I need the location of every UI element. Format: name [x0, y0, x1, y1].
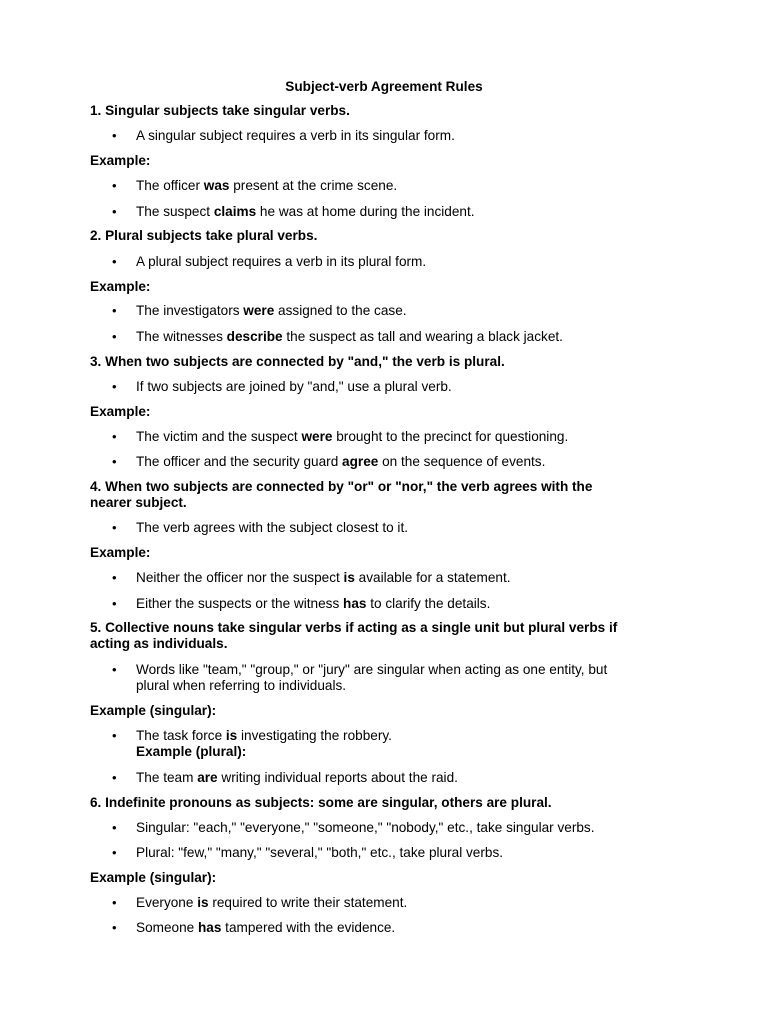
rule-5-example-singular-label: Example (singular): — [90, 703, 217, 718]
bullet-icon: • — [112, 845, 117, 860]
bullet-icon: • — [112, 128, 117, 143]
bullet-icon: • — [112, 520, 117, 535]
bullet-icon: • — [112, 895, 117, 910]
rule-1-example-label: Example: — [90, 153, 151, 168]
rule-4-description: • The verb agrees with the subject closest to it. — [112, 520, 409, 535]
bullet-icon: • — [112, 728, 117, 743]
bullet-icon: • — [112, 662, 117, 677]
rule-5-description: • Words like "team," "group," or "jury" are singular when acting as one entity, but plural when referring to individuals. — [112, 662, 608, 693]
rule-4-example-2: • Either the suspects or the witness has to clarify the details. — [112, 596, 491, 611]
bullet-icon: • — [112, 429, 117, 444]
bullet-icon: • — [112, 596, 117, 611]
rule-1-example-1: • The officer was present at the crime scene. — [112, 178, 398, 193]
rule-3-example-2: • The officer and the security guard agree on the sequence of events. — [112, 454, 546, 469]
rule-6-example-1: • Everyone is required to write their statement. — [112, 895, 408, 910]
rule-5-heading: 5. Collective nouns take singular verbs if acting as a single unit but plural verbs if acting as individuals. — [90, 620, 618, 651]
bullet-icon: • — [112, 920, 117, 935]
bullet-icon: • — [112, 570, 117, 585]
rule-2-example-label: Example: — [90, 279, 151, 294]
bullet-icon: • — [112, 204, 117, 219]
rule-4-heading: 4. When two subjects are connected by "or" or "nor," the verb agrees with the nearer subject. — [90, 479, 593, 510]
rule-3-example-label: Example: — [90, 404, 151, 419]
rule-2-description: • A plural subject requires a verb in its plural form. — [112, 254, 427, 269]
bullet-icon: • — [112, 303, 117, 318]
bullet-icon: • — [112, 254, 117, 269]
rule-3-description: • If two subjects are joined by "and," use a plural verb. — [112, 379, 452, 394]
rule-2-example-2: • The witnesses describe the suspect as tall and wearing a black jacket. — [112, 329, 563, 344]
rule-6-singular: • Singular: "each," "everyone," "someone," "nobody," etc., take singular verbs. — [112, 820, 595, 835]
rule-6-plural: • Plural: "few," "many," "several," "both," etc., take plural verbs. — [112, 845, 504, 860]
rule-6-example-singular-label: Example (singular): — [90, 870, 217, 885]
rule-4-example-1: • Neither the officer nor the suspect is available for a statement. — [112, 570, 511, 585]
rule-6-heading: 6. Indefinite pronouns as subjects: some are singular, others are plural. — [90, 795, 552, 810]
rule-3-heading: 3. When two subjects are connected by "and," the verb is plural. — [90, 354, 505, 369]
rule-5-example-1: • The task force is investigating the robbery. Example (plural): — [112, 728, 672, 760]
rule-4-example-label: Example: — [90, 545, 151, 560]
rule-5-example-2: • The team are writing individual reports about the raid. — [112, 770, 458, 785]
bullet-icon: • — [112, 820, 117, 835]
rule-1-heading: 1. Singular subjects take singular verbs. — [90, 103, 350, 118]
rule-6-example-2: • Someone has tampered with the evidence. — [112, 920, 396, 935]
bullet-icon: • — [112, 379, 117, 394]
rule-3-example-1: • The victim and the suspect were brought to the precinct for questioning. — [112, 429, 569, 444]
rule-2-example-1: • The investigators were assigned to the case. — [112, 303, 407, 318]
rule-1-description: • A singular subject requires a verb in its singular form. — [112, 128, 455, 143]
bullet-icon: • — [112, 178, 117, 193]
rule-5-example-plural-label: Example (plural): — [136, 744, 247, 759]
bullet-icon: • — [112, 329, 117, 344]
document-title: Subject-verb Agreement Rules — [285, 79, 483, 94]
bullet-icon: • — [112, 770, 117, 785]
rule-2-heading: 2. Plural subjects take plural verbs. — [90, 228, 318, 243]
bullet-icon: • — [112, 454, 117, 469]
rule-1-example-2: • The suspect claims he was at home during the incident. — [112, 204, 475, 219]
